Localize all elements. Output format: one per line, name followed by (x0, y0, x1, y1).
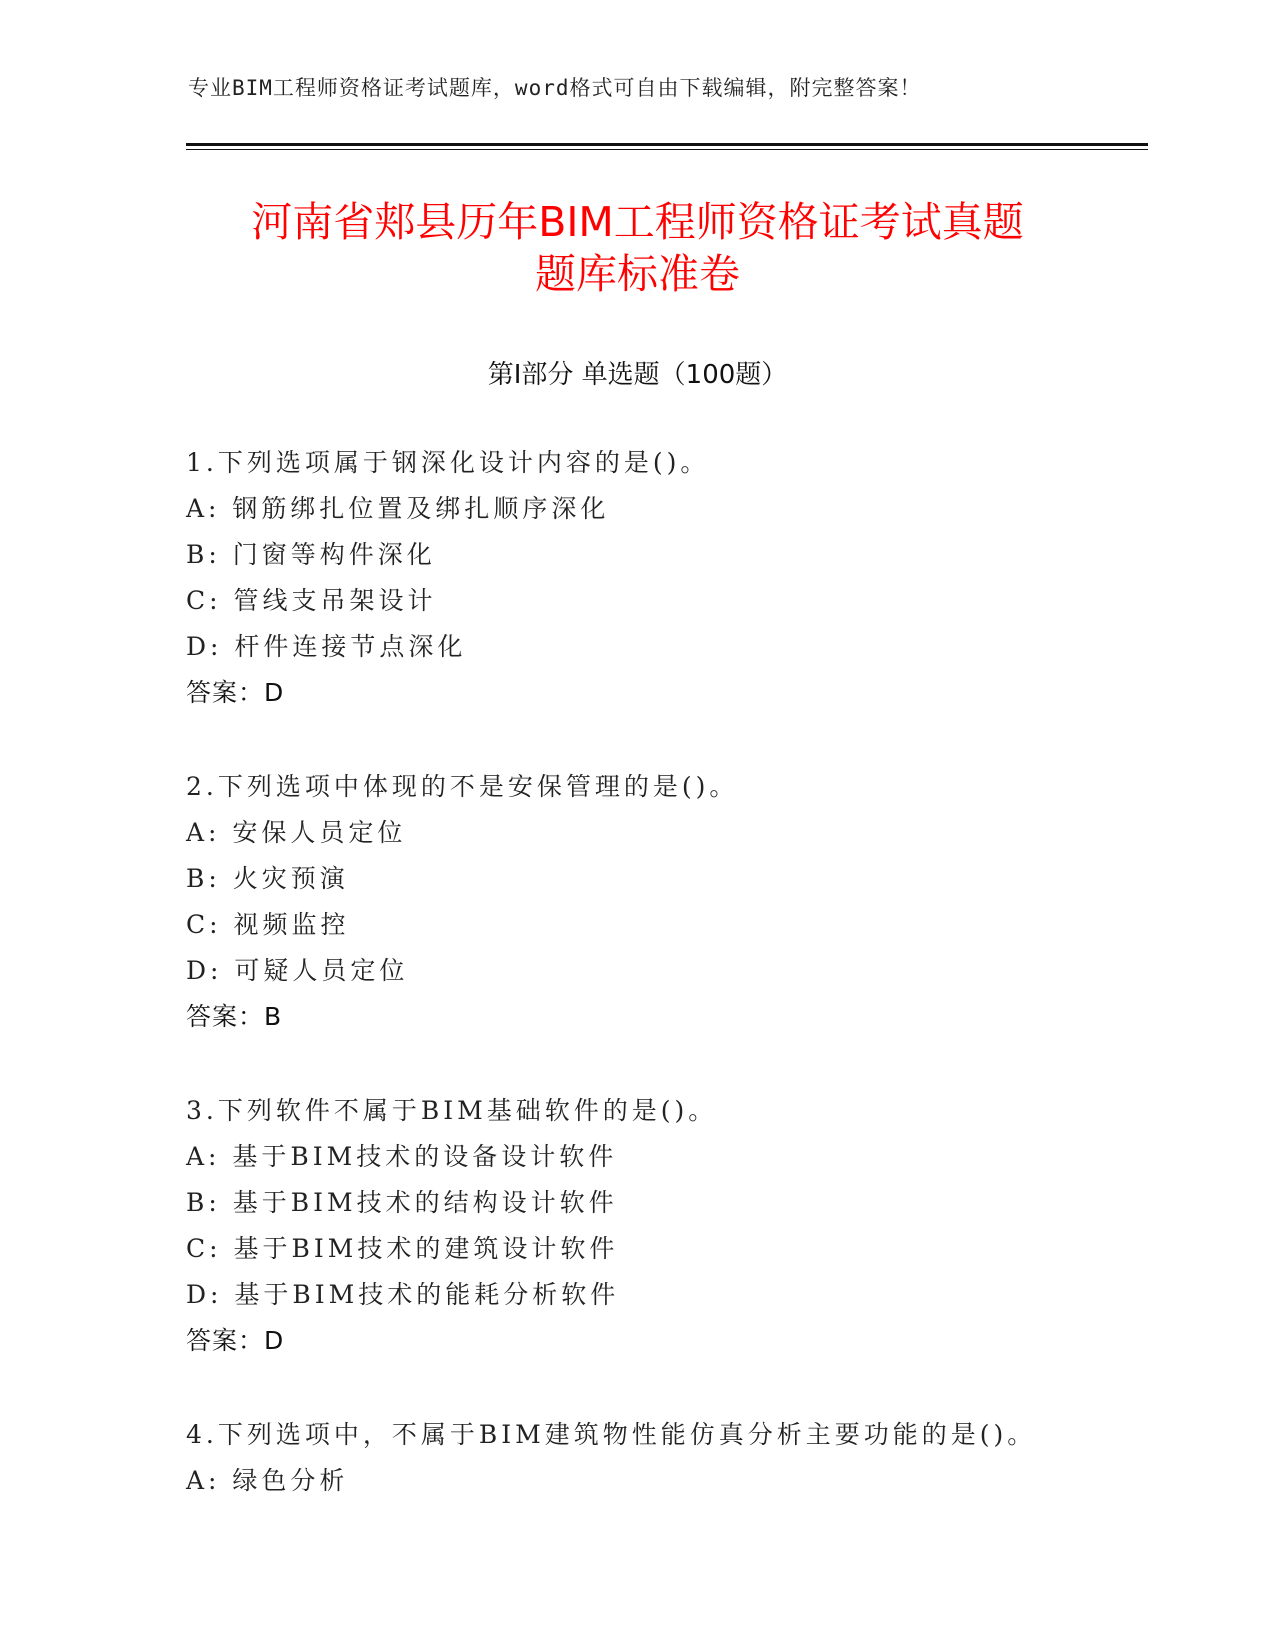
question-3 (186, 1088, 1166, 1364)
header-note: 专业BIM工程师资格证考试题库，word格式可自由下载编辑，附完整答案！ (188, 76, 922, 100)
header-rule-thin (186, 149, 1148, 150)
option-d: D: 可疑人员定位 (186, 956, 409, 985)
option-a: A: 绿色分析 (186, 1466, 349, 1495)
question-4 (186, 1412, 1166, 1504)
option-a: A: 钢筋绑扎位置及绑扎顺序深化 (186, 494, 610, 523)
option-a: A: 基于BIM技术的设备设计软件 (186, 1142, 618, 1171)
option-a: A: 安保人员定位 (186, 818, 407, 847)
question-stem: 4.下列选项中，不属于BIM建筑物性能仿真分析主要功能的是()。 (186, 1420, 1037, 1449)
option-c: C: 基于BIM技术的建筑设计软件 (186, 1234, 619, 1263)
document-title (150, 196, 1125, 300)
option-d: D: 基于BIM技术的能耗分析软件 (186, 1280, 620, 1309)
option-b: B: 基于BIM技术的结构设计软件 (186, 1188, 618, 1217)
title-line-2: 题库标准卷 (535, 250, 740, 298)
question-list (186, 440, 1166, 1552)
question-stem: 1.下列选项属于钢深化设计内容的是()。 (186, 448, 710, 477)
header-rule-thick (186, 143, 1148, 146)
option-c: C: 视频监控 (186, 910, 350, 939)
question-2 (186, 764, 1166, 1040)
option-d: D: 杆件连接节点深化 (186, 632, 467, 661)
section-heading: 第Ⅰ部分 单选题（100题） (487, 360, 788, 390)
answer: 答案：B (186, 1002, 283, 1031)
option-b: B: 火灾预演 (186, 864, 349, 893)
option-c: C: 管线支吊架设计 (186, 586, 437, 615)
question-stem: 2.下列选项中体现的不是安保管理的是()。 (186, 772, 739, 801)
question-1 (186, 440, 1166, 716)
question-stem: 3.下列软件不属于BIM基础软件的是()。 (186, 1096, 718, 1125)
option-b: B: 门窗等构件深化 (186, 540, 436, 569)
title-line-1: 河南省郏县历年BIM工程师资格证考试真题 (251, 198, 1024, 246)
answer: 答案：D (186, 1326, 285, 1355)
answer: 答案：D (186, 678, 285, 707)
